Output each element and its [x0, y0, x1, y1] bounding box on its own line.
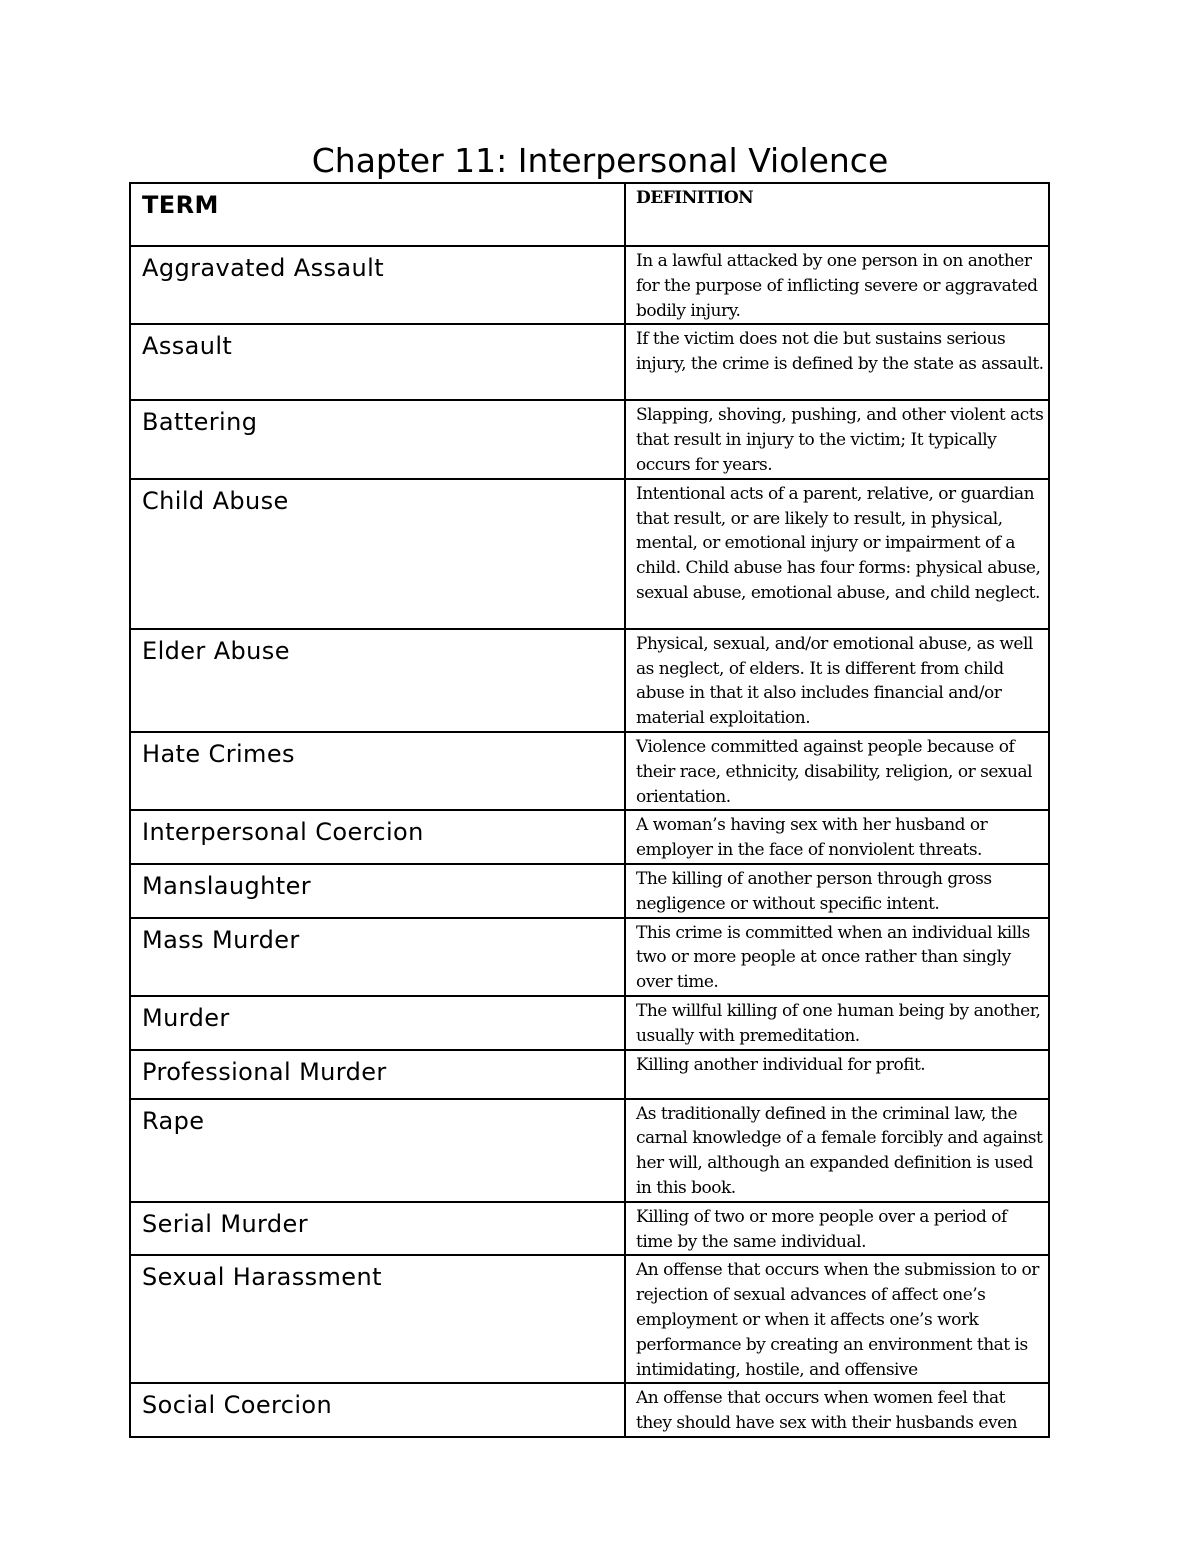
definition-cell: Violence committed against people because of their race, ethnicity, disability, religion, or sexual orientation.: [625, 732, 1049, 810]
definition-cell: An offense that occurs when the submission to or rejection of sexual advances of affect one’s employment or when it affects one’s work performance by creating an environment that is intimidating, hostile, and offensive: [625, 1255, 1049, 1383]
definition-cell: Physical, sexual, and/or emotional abuse, as well as neglect, of elders. It is different from child abuse in that it also includes financial and/or material exploitation.: [625, 629, 1049, 732]
term-cell: Sexual Harassment: [130, 1255, 625, 1383]
definition-cell: Slapping, shoving, pushing, and other violent acts that result in injury to the victim; It typically occurs for years.: [625, 400, 1049, 478]
term-cell: Interpersonal Coercion: [130, 810, 625, 864]
term-cell: Mass Murder: [130, 918, 625, 996]
table-row: [130, 246, 1049, 324]
definition-cell: This crime is committed when an individual kills two or more people at once rather than singly over time.: [625, 918, 1049, 996]
table-row: [130, 629, 1049, 732]
term-cell: Professional Murder: [130, 1050, 625, 1099]
term-cell: Aggravated Assault: [130, 246, 625, 324]
term-cell: Social Coercion: [130, 1383, 625, 1437]
table-row: [130, 324, 1049, 400]
definition-cell: The killing of another person through gross negligence or without specific intent.: [625, 864, 1049, 918]
table-row: [130, 479, 1049, 629]
term-header-label: TERM: [142, 191, 219, 219]
table-row: [130, 1255, 1049, 1383]
table-header-row: [130, 183, 1049, 246]
definition-cell: As traditionally defined in the criminal law, the carnal knowledge of a female forcibly and against her will, although an expanded definition is used in this book.: [625, 1099, 1049, 1202]
term-cell: Manslaughter: [130, 864, 625, 918]
table-row: [130, 1099, 1049, 1202]
table-row: [130, 1383, 1049, 1437]
term-column-header: [130, 183, 625, 246]
table-row: [130, 1202, 1049, 1256]
table-row: [130, 732, 1049, 810]
term-cell: Child Abuse: [130, 479, 625, 629]
definition-header-label: DEFINITION: [636, 188, 754, 208]
term-cell: Hate Crimes: [130, 732, 625, 810]
term-cell: Battering: [130, 400, 625, 478]
page-title: Chapter 11: Interpersonal Violence: [311, 141, 889, 180]
table-row: [130, 1050, 1049, 1099]
definition-cell: A woman’s having sex with her husband or employer in the face of nonviolent threats.: [625, 810, 1049, 864]
definition-cell: Killing another individual for profit.: [625, 1050, 1049, 1099]
table-row: [130, 400, 1049, 478]
table-row: [130, 810, 1049, 864]
definition-cell: Killing of two or more people over a period of time by the same individual.: [625, 1202, 1049, 1256]
table-row: [130, 996, 1049, 1050]
term-cell: Assault: [130, 324, 625, 400]
glossary-body: [130, 183, 1049, 1437]
term-cell: Murder: [130, 996, 625, 1050]
definition-column-header: [625, 183, 1049, 246]
definition-cell: If the victim does not die but sustains serious injury, the crime is defined by the state as assault.: [625, 324, 1049, 400]
table-row: [130, 918, 1049, 996]
term-cell: Elder Abuse: [130, 629, 625, 732]
table-row: [130, 864, 1049, 918]
definition-cell: An offense that occurs when women feel that they should have sex with their husbands even: [625, 1383, 1049, 1437]
definition-cell: In a lawful attacked by one person in on another for the purpose of inflicting severe or aggravated bodily injury.: [625, 246, 1049, 324]
term-cell: Serial Murder: [130, 1202, 625, 1256]
term-cell: Rape: [130, 1099, 625, 1202]
definition-cell: Intentional acts of a parent, relative, or guardian that result, or are likely to result, in physical, mental, or emotional injury or impairment of a child. Child abuse has four forms: physical abuse, sexual abuse, emotional abuse, and child neglect.: [625, 479, 1049, 629]
glossary-table: [129, 182, 1050, 1438]
definition-cell: The willful killing of one human being by another, usually with premeditation.: [625, 996, 1049, 1050]
